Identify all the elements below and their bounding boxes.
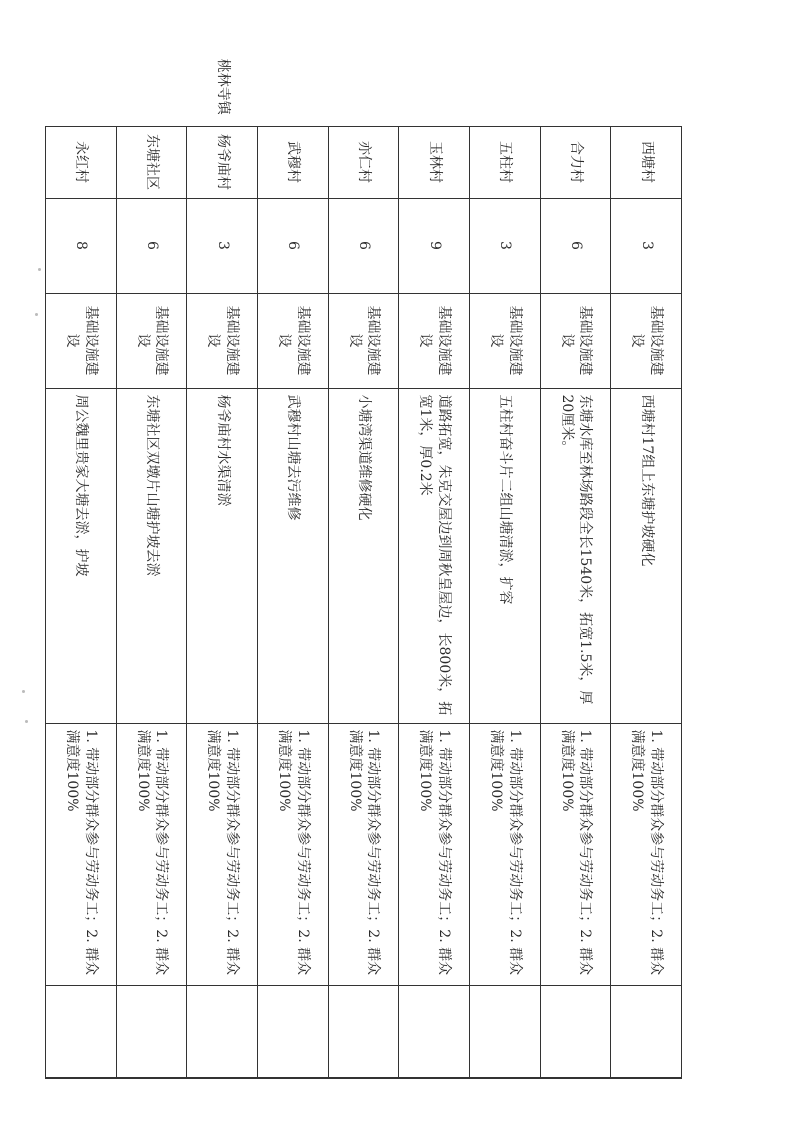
project-cell: 东塘水库至林场路段全长1540米，拓宽1.5米，厚20厘米。 [540,388,611,723]
benefit-cell: 1. 带动部分群众参与劳动务工；2. 群众满意度100% [187,723,258,985]
rotated-table-wrapper [45,48,682,1078]
town [470,48,541,126]
scan-speck [38,268,41,271]
village-cell: 杨爷庙村 [187,126,258,198]
table-row [540,48,611,1078]
table-row [116,48,187,1078]
benefit-cell: 1. 带动部分群众参与劳动务工；2. 群众满意度100% [46,723,117,985]
table-row [399,48,470,1078]
benefit-cell: 1. 带动部分群众参与劳动务工；2. 群众满意度100% [611,723,682,985]
amount-cell: 6 [540,198,611,293]
scan-speck [35,313,38,316]
village-cell: 五柱村 [470,126,541,198]
amount-cell: 3 [187,198,258,293]
village-cell: 亦仁村 [328,126,399,198]
project-cell: 东塘社区双墩片山塘护坡去淤 [116,388,187,723]
category-cell: 基础设施建设 [187,293,258,388]
town [399,48,470,126]
category-cell: 基础设施建设 [470,293,541,388]
village-cell: 西塘村 [611,126,682,198]
project-cell: 道路拓宽，朱克交屋边到周秋皇屋边，长800米，拓宽1米，厚0.2米 [399,388,470,723]
village-cell: 合力村 [540,126,611,198]
category-cell: 基础设施建设 [611,293,682,388]
table-row [328,48,399,1078]
category-cell: 基础设施建设 [46,293,117,388]
table-row [611,48,682,1078]
town [258,48,329,126]
bottom-rule [45,1077,682,1078]
village-cell: 武穆村 [258,126,329,198]
extra-cell [116,985,187,1078]
category-cell: 基础设施建设 [540,293,611,388]
village-cell: 玉林村 [399,126,470,198]
extra-cell [187,985,258,1078]
project-cell: 周公魏里贵家大塘去淤，护坡 [46,388,117,723]
project-cell: 小塘湾渠道维修硬化 [328,388,399,723]
benefit-cell: 1. 带动部分群众参与劳动务工；2. 群众满意度100% [328,723,399,985]
project-cell: 五柱村奋斗片二组山塘清淤，扩容 [470,388,541,723]
project-cell: 杨爷庙村水渠清淤 [187,388,258,723]
amount-cell: 3 [611,198,682,293]
benefit-cell: 1. 带动部分群众参与劳动务工；2. 群众满意度100% [540,723,611,985]
benefit-cell: 1. 带动部分群众参与劳动务工；2. 群众满意度100% [116,723,187,985]
amount-cell: 8 [46,198,117,293]
category-cell: 基础设施建设 [328,293,399,388]
benefit-cell: 1. 带动部分群众参与劳动务工；2. 群众满意度100% [470,723,541,985]
extra-cell [470,985,541,1078]
extra-cell [611,985,682,1078]
amount-cell: 6 [328,198,399,293]
town [611,48,682,126]
village-cell: 永红村 [46,126,117,198]
extra-cell [258,985,329,1078]
extra-cell [328,985,399,1078]
amount-cell: 6 [116,198,187,293]
scan-speck [25,720,28,723]
table-row [46,48,117,1078]
town [46,48,117,126]
table-row [258,48,329,1078]
benefit-cell: 1. 带动部分群众参与劳动务工；2. 群众满意度100% [258,723,329,985]
scan-speck [22,690,25,693]
extra-cell [540,985,611,1078]
amount-cell: 9 [399,198,470,293]
amount-cell: 3 [470,198,541,293]
project-table [45,48,682,1079]
category-cell: 基础设施建设 [258,293,329,388]
extra-cell [46,985,117,1078]
category-cell: 基础设施建设 [399,293,470,388]
category-cell: 基础设施建设 [116,293,187,388]
extra-cell [399,985,470,1078]
village-cell: 东塘社区 [116,126,187,198]
town-cell: 桃林寺镇 [187,48,258,126]
project-cell: 武穆村山塘去污维修 [258,388,329,723]
table-row [187,48,258,1078]
project-cell: 西塘村17组上东塘护坡硬化 [611,388,682,723]
town [540,48,611,126]
benefit-cell: 1. 带动部分群众参与劳动务工；2. 群众满意度100% [399,723,470,985]
town [116,48,187,126]
amount-cell: 6 [258,198,329,293]
town [328,48,399,126]
table-row [470,48,541,1078]
